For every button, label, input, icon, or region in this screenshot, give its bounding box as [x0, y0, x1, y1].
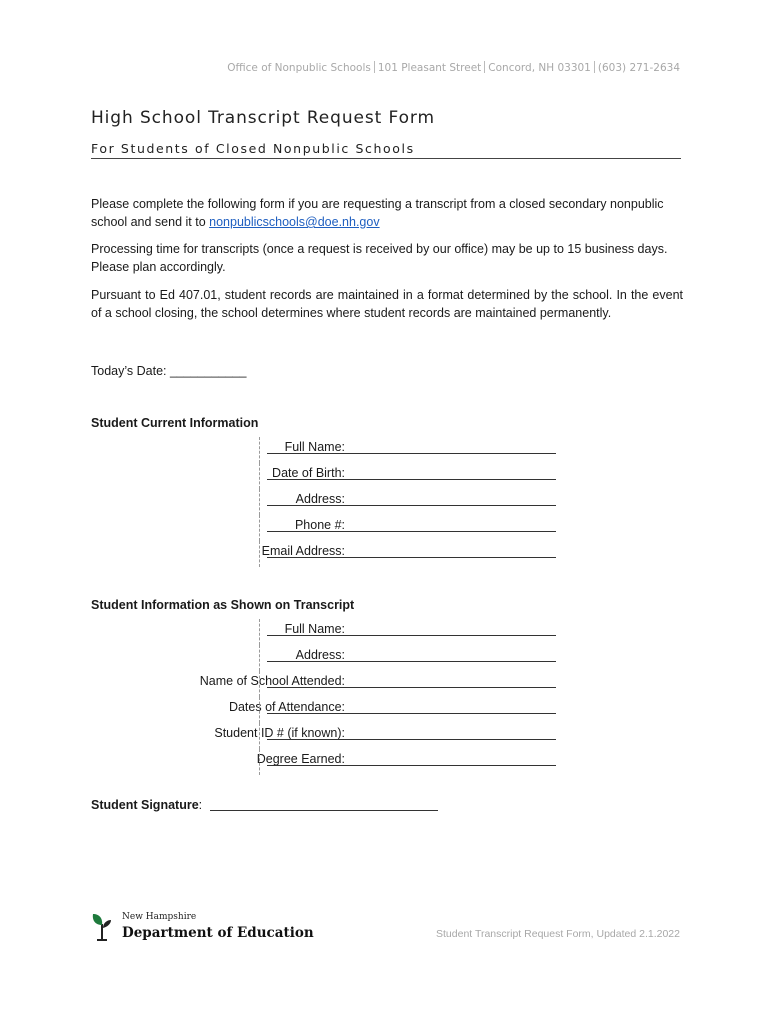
signature-colon: :: [198, 798, 203, 812]
page-title: High School Transcript Request Form: [91, 108, 435, 128]
form-row: [91, 541, 591, 567]
field-label: Full Name:: [284, 440, 345, 454]
school-name-input-line[interactable]: [267, 687, 556, 688]
header-street: 101 Pleasant Street: [377, 62, 482, 74]
full-name-input-line[interactable]: [267, 453, 556, 454]
field-divider: [259, 749, 260, 775]
field-divider: [259, 671, 260, 697]
form-row: [91, 515, 591, 541]
section-title-transcript-info: Student Information as Shown on Transcript: [91, 598, 355, 612]
section-title-current-info: Student Current Information: [91, 416, 259, 430]
header-office: Office of Nonpublic Schools: [227, 62, 371, 74]
header-separator: [374, 61, 375, 73]
field-label: Address:: [295, 492, 345, 506]
field-divider: [259, 541, 260, 567]
form-row: [91, 619, 591, 645]
form-row: [91, 645, 591, 671]
attendance-dates-input-line[interactable]: [267, 713, 556, 714]
intro-paragraph-1: [91, 195, 683, 231]
transcript-info-form: [91, 619, 591, 775]
signature-label: Student Signature: [91, 798, 199, 812]
signature-input-line[interactable]: [210, 810, 438, 811]
current-info-form: [91, 437, 591, 567]
field-divider: [259, 515, 260, 541]
footer-note: Student Transcript Request Form, Updated 2.1.2022: [436, 928, 680, 940]
form-row: [91, 463, 591, 489]
header-contact-line: [227, 61, 680, 74]
field-label: Degree Earned:: [256, 752, 345, 766]
title-divider: [91, 158, 681, 159]
form-row: [91, 723, 591, 749]
field-label: Name of School Attended:: [199, 674, 345, 688]
field-label: Full Name:: [284, 622, 345, 636]
header-separator: [484, 61, 485, 73]
field-divider: [259, 619, 260, 645]
field-label: Dates of Attendance:: [228, 700, 345, 714]
header-city: Concord, NH 03301: [488, 62, 591, 74]
address-input-line[interactable]: [267, 505, 556, 506]
field-label: Email Address:: [261, 544, 345, 558]
header-phone: (603) 271-2634: [597, 62, 680, 74]
todays-date-field[interactable]: Today’s Date: ___________: [91, 364, 247, 378]
logo-department-name: Department of Education: [122, 925, 314, 941]
field-label: Phone #:: [294, 518, 345, 532]
intro-paragraph-2: Processing time for transcripts (once a request is received by our office) may be up to 15 business days. Please plan accordingly.: [91, 242, 668, 274]
logo-state-name: New Hampshire: [122, 912, 197, 922]
student-id-input-line[interactable]: [267, 739, 556, 740]
field-label: Date of Birth:: [272, 466, 345, 480]
form-row: [91, 749, 591, 775]
date-of-birth-input-line[interactable]: [267, 479, 556, 480]
form-row: [91, 697, 591, 723]
sprout-icon: [91, 912, 115, 942]
field-label: Address:: [295, 648, 345, 662]
form-row: [91, 437, 591, 463]
field-divider: [259, 489, 260, 515]
field-divider: [259, 697, 260, 723]
degree-input-line[interactable]: [267, 765, 556, 766]
form-row: [91, 671, 591, 697]
intro-paragraph-3: Pursuant to Ed 407.01, student records are maintained in a format determined by the school. In the event of a school closing, the school determines where student records are maintained permanently.: [91, 288, 683, 320]
page-subtitle: For Students of Closed Nonpublic Schools: [91, 141, 415, 156]
email-link[interactable]: nonpublicschools@doe.nh.gov: [209, 215, 380, 229]
transcript-address-input-line[interactable]: [267, 661, 556, 662]
field-divider: [259, 645, 260, 671]
field-divider: [259, 437, 260, 463]
phone-input-line[interactable]: [267, 531, 556, 532]
intro-text-1: Please complete the following form if you are requesting a transcript from a closed secondary nonpublic school and send it to: [91, 197, 664, 229]
field-divider: [259, 723, 260, 749]
signature-row: [91, 798, 438, 812]
field-divider: [259, 463, 260, 489]
form-row: [91, 489, 591, 515]
email-input-line[interactable]: [267, 557, 556, 558]
header-separator: [594, 61, 595, 73]
transcript-full-name-input-line[interactable]: [267, 635, 556, 636]
field-label: Student ID # (if known):: [214, 726, 345, 740]
